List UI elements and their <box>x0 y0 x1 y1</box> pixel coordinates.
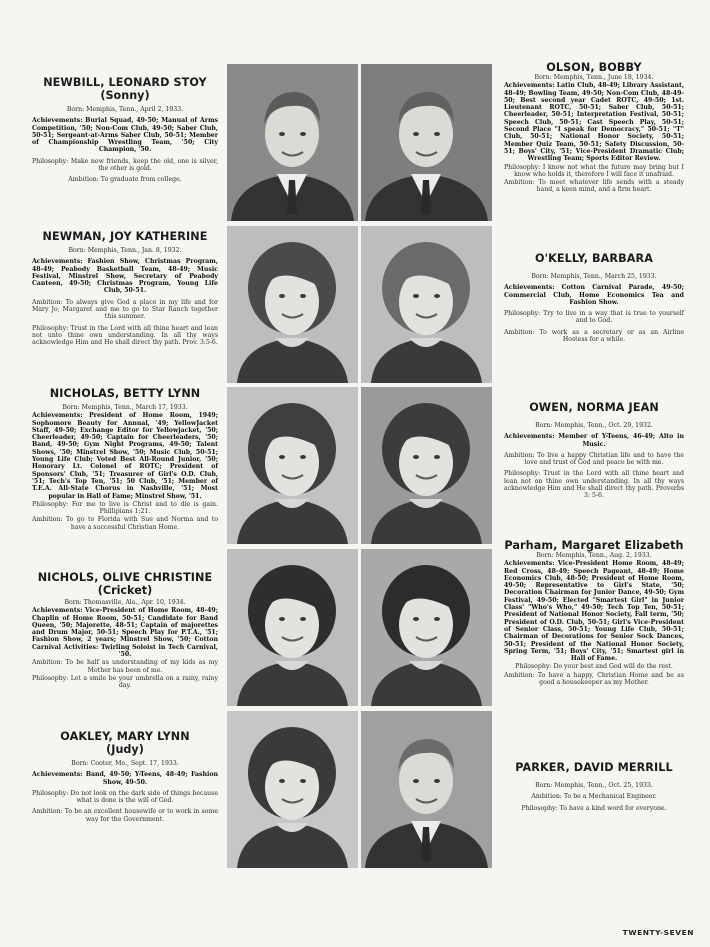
left-eye <box>279 455 285 459</box>
philosophy-text: Philosophy: I know not what the future may bring but I know who holds it, therefore I will face it unafraid. <box>504 163 684 178</box>
born-text: Born: Memphis, Tenn., April 2, 1933. <box>66 106 184 113</box>
born-text: Born: Memphis, Tenn., March 25, 1933. <box>531 273 657 280</box>
right-eye <box>434 132 440 136</box>
student-name: NICHOLAS, BETTY LYNN <box>49 387 201 400</box>
born-text: Born: Memphis, Tenn., March 17, 1933. <box>62 404 188 411</box>
student-nickname: (Cricket) <box>97 584 153 597</box>
achievements-text: Achievements: President of Home Room, 1949; Sophomore Beauty for Annual, '49; YellowJacket Staff, 49-50; Exchange Editor for Yellowjacket, '50; Cheerleader, 49-50; Captain for Cheerleaders, '50; Band, 49-50; Gym Night Programs, 49-50; Talent Shows, '50; Minstrel Show, '50; Music Club, 50-51; Young Life Club; Voted Best All-Round Junior, '50; Honorary Lt. Colonel of ROTC; President of Sponsors' Club, '51; Treasurer of Girl's O.D. Club, '51; Tech's Top Ten, '51; 50 Club, '51; Member of T.E.A. All-State Chorus in Nashville, '51; Most popular in Hall of Fame; Minstrel Show, '51. <box>32 412 218 500</box>
portrait-image <box>227 549 358 706</box>
achievements-text: Achievements: Vice-President of Home Room, 48-49; Chaplin of Home Room, 50-51; Candidate for Band Queen, '50; Majorette, 48-51; Captain of majorettes and Drum Major, 50-51; Speech Play for P.T.A., '51; Fashion Show, 2 years; Minstrel Show, '50; Cotton Carnival Activities: Twirling Soloist in Tech Carnival, '50. <box>32 607 218 659</box>
ambition-text: Ambition: To go to Florida with Sue and Norma and to have a successful Christian Home. <box>32 516 218 531</box>
portrait-image <box>361 226 492 383</box>
photo-newbill <box>227 64 358 221</box>
born-text: Born: Thomasville, Ala., Apr. 10, 1934. <box>64 599 186 606</box>
philosophy-text: Philosophy: For me to live is Christ and to die is gain. Phillipians 1:21. <box>32 500 218 516</box>
entry-newman <box>32 230 218 351</box>
philosophy-text: Philosophy: Do not look on the dark side of things because what is done is the will of God. <box>32 789 218 805</box>
student-name: NEWMAN, JOY KATHERINE <box>42 230 208 243</box>
left-eye <box>413 779 419 783</box>
right-eye <box>300 617 306 621</box>
right-eye <box>300 779 306 783</box>
left-eye <box>279 132 285 136</box>
portrait-image <box>361 549 492 706</box>
left-eye <box>279 294 285 298</box>
philosophy-text: Philosophy: Try to live in a way that is true to yourself and to God. <box>504 310 684 325</box>
left-eye <box>413 455 419 459</box>
right-eye <box>434 779 440 783</box>
student-nickname: (Judy) <box>106 743 144 756</box>
achievements-text: Achievements: Vice-President Home Room, 48-49; Red Cross, 48-49; Speech Pageant, 48-49; Home Economics Club, 48-50; President of Home Room, 49-50; Representative to Girl's State, '50; Decoration Chairman for Junior Dance, 49-50; Gym Festival, 49-50; Elected "Smartest Girl" in Junior Class' "Who's Who," 49-50; Tech Top Ten, 50-51; President of National Honor Society, Fall term, '50; President of O.D. Club, 50-51; Girl's Vice-President of Senior Class, 50-51; Young Life Club, 50-51; Chairman of Decorations for Senior Sock Dances, 50-51; President of the National Honor Society, Spring Term, '51; Boys' City, '51; Smartest girl in Hall of Fame. <box>504 560 684 663</box>
photo-olson <box>361 64 492 221</box>
entry-newbill <box>32 76 218 188</box>
photo-nichols <box>227 549 358 706</box>
achievements-text: Achievements: Band, 49-50; Y-Teens, 48-49; Fashion Show, 49-50. <box>32 771 218 786</box>
born-text: Born: Memphis, Tenn., Oct. 25, 1933. <box>535 782 653 789</box>
philosophy-text: Philosophy: Trust in the Lord with all thine heart and lean not on thine own understanding. In all thy ways acknowledge Him and He shall direct thy path. Proverbs 3: 5-6. <box>504 470 684 500</box>
student-name: OLSON, BOBBY <box>546 61 642 74</box>
achievements-text: Achievements: Cotton Carnival Parade, 49-50; Commercial Club, Home Economics Tea and Fashion Show. <box>504 284 685 306</box>
entry-parker <box>504 761 684 816</box>
born-text: Born: Memphis, Tenn., Oct. 29, 1932. <box>535 422 653 429</box>
entry-owen <box>504 401 684 504</box>
right-eye <box>300 455 306 459</box>
photo-newman <box>227 226 358 383</box>
ambition-text: Ambition: To have a happy, Christian Home and be as good a housekeeper as my Mother. <box>504 671 684 687</box>
philosophy-text: Philosophy: To have a kind word for everyone. <box>521 804 667 812</box>
student-name: OWEN, NORMA JEAN <box>529 401 659 414</box>
portrait-image <box>227 711 358 868</box>
achievements-text: Achievements: Latin Club, 48-49; Library Assistant, 48-49; Bowling Team, 49-50; Non-Com Club, 48-49-50; Best second year Cadet ROTC, 49-50; 1st. Lieutenant ROTC, 50-51; Saber Club, 50-51; Cheerleader, 50-51; Interpretation Festival, 50-51; Speech Club, 50-51; Cast Speech Play, 50-51; Second Place "I speak for Democracy," 50-51; "T" Club, 50-51; National Honor Society, 50-51; Member Quiz Team, 50-51; Safety Discussion, 50-51; Boys' City, '51; Vice-President Dramatic Club; Wrestling Team; Sports Editor Review. <box>504 82 684 163</box>
ambition-text: Ambition: To be an excellent housewife or to work in some way for the Government. <box>32 808 218 823</box>
portrait-image <box>361 711 492 868</box>
student-name: O'KELLY, BARBARA <box>534 252 653 265</box>
photo-okelly <box>361 226 492 383</box>
ambition-text: Ambition: To meet whatever life sends with a steady hand, a keen mind, and a firm heart. <box>504 179 684 194</box>
photo-parker <box>361 711 492 868</box>
entry-oakley <box>32 730 218 827</box>
achievements-text: Achievements: Fashion Show, Christmas Program, 48-49; Peabody Basketball Team, 48-49; Music Festival, Minstrel Show, Secretary of Peabody Canteen, 49-50; Christmas Program, Young Life Club, 50-51. <box>32 258 218 295</box>
ambition-text: Ambition: To always give God a place in my life and for Mary Jo, Margaret and me to go to Star Ranch together this summer. <box>32 298 218 321</box>
ambition-text: Ambition: To graduate from college. <box>68 176 182 184</box>
achievements-text: Achievements: Burial Squad, 49-50; Manual of Arms Competition, '50; Non-Com Club, 49-50; Saber Club, 50-51; Sergeant-at-Arms Saber Club, 50-51; Member of Championship Wrestling Team, '50; City Champion, '50. <box>32 117 219 154</box>
portrait-image <box>227 387 358 544</box>
achievements-text: Achievements: Member of Y-Teens, 46-49; Alto in Music. <box>504 433 685 448</box>
entry-parham <box>504 539 684 687</box>
philosophy-text: Philosophy: Let a smile be your umbrella on a rainy, rainy day. <box>32 674 218 690</box>
student-name: OAKLEY, MARY LYNN <box>60 730 190 743</box>
left-eye <box>413 294 419 298</box>
photo-parham <box>361 549 492 706</box>
ambition-text: Ambition: To be half as understanding of my kids as my Mother has been of me. <box>32 659 218 674</box>
right-eye <box>434 455 440 459</box>
ambition-text: Ambition: To work as a secretary or as an Airline Hostess for a while. <box>504 328 684 344</box>
ambition-text: Ambition: To be a Mechanical Engineer. <box>531 793 657 801</box>
entry-nicholas <box>32 387 218 532</box>
left-eye <box>413 132 419 136</box>
philosophy-text: Philosophy: Make new friends, keep the old, one is silver, the other is gold. <box>32 157 218 173</box>
photo-owen <box>361 387 492 544</box>
portrait-image <box>361 64 492 221</box>
ambition-text: Ambition: To live a happy Christian life and to have the love and trust of God and peace be with me. <box>504 451 684 467</box>
philosophy-text: Philosophy: Trust in the Lord with all thine heart and lean not unto thine own understanding. In all thy ways acknowledge Him and He shall direct thy path. Prov. 3:5-6. <box>32 324 218 347</box>
right-eye <box>434 617 440 621</box>
portrait-image <box>227 64 358 221</box>
entry-nichols <box>32 571 218 691</box>
student-name: NICHOLS, OLIVE CHRISTINE <box>37 571 213 584</box>
left-eye <box>279 779 285 783</box>
student-name: NEWBILL, LEONARD STOY <box>43 76 207 89</box>
student-nickname: (Sonny) <box>100 89 150 102</box>
born-text: Born: Memphis, Tenn., Jan. 8, 1932. <box>68 247 182 254</box>
student-name: Parham, Margaret Elizabeth <box>504 539 684 552</box>
entry-olson <box>504 61 684 195</box>
right-eye <box>300 132 306 136</box>
born-text: Born: Memphis, Tenn., June 18, 1934. <box>534 74 654 81</box>
born-text: Born: Cooter, Mo., Sept. 17, 1933. <box>71 760 179 767</box>
born-text: Born: Memphis, Tenn., Aug. 2, 1933. <box>536 552 652 559</box>
page-number: TWENTY-SEVEN <box>622 928 694 937</box>
left-eye <box>279 617 285 621</box>
right-eye <box>300 294 306 298</box>
philosophy-text: Philosophy: Do your best and God will do the rest. <box>515 663 673 671</box>
entry-okelly <box>504 252 684 347</box>
right-eye <box>434 294 440 298</box>
photo-oakley <box>227 711 358 868</box>
photo-nicholas <box>227 387 358 544</box>
student-name: PARKER, DAVID MERRILL <box>515 761 673 774</box>
portrait-image <box>227 226 358 383</box>
portrait-image <box>361 387 492 544</box>
left-eye <box>413 617 419 621</box>
